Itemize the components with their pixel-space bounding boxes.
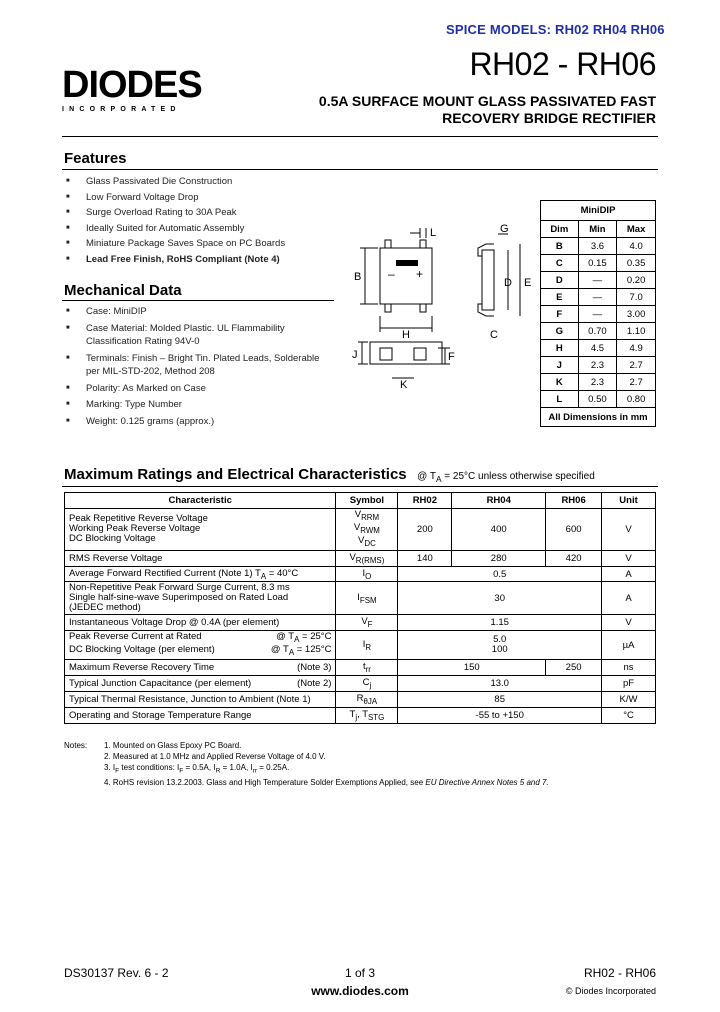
mechanical-divider xyxy=(62,300,334,301)
dim-cell: 2.3 xyxy=(578,357,617,374)
part-number-title: RH02 - RH06 xyxy=(469,46,656,82)
unit-cell: ns xyxy=(602,660,656,676)
dim-cell: 4.5 xyxy=(578,340,617,357)
side-lead-right xyxy=(414,348,426,360)
unit-cell: A xyxy=(602,566,656,582)
value-cell: -55 to +150 xyxy=(398,707,602,723)
ratings-table xyxy=(64,492,656,724)
sym-sub: R xyxy=(365,642,372,652)
note-ref: (Note 2) xyxy=(297,677,332,689)
char-cell: Typical Thermal Resistance, Junction to Ambient (Note 1) xyxy=(65,691,336,707)
sym-sub: j xyxy=(355,712,358,722)
value-cell: 13.0 xyxy=(398,676,602,692)
ratings-heading xyxy=(64,466,595,484)
sym: , T xyxy=(357,708,369,720)
table-row xyxy=(541,340,656,357)
char-cell xyxy=(65,566,336,582)
dim-label-l: L xyxy=(430,227,437,239)
features-list xyxy=(64,174,354,267)
table-header-row xyxy=(65,493,656,509)
sym-sub: j xyxy=(369,680,372,690)
char-line: Single half-sine-wave Superimposed on Rated Load xyxy=(69,592,289,604)
char-line: Peak Repetitive Reverse Voltage xyxy=(69,513,208,525)
dim-cell: E xyxy=(541,289,579,306)
lead-bottom-left xyxy=(385,304,391,312)
note-1: 1. Mounted on Glass Epoxy PC Board. xyxy=(104,741,242,750)
table-header: Dim xyxy=(541,221,579,238)
char-line: Working Peak Reverse Voltage xyxy=(69,523,201,535)
footer-website-link[interactable]: www.diodes.com xyxy=(311,984,409,998)
condition-text: @ T xyxy=(417,471,436,482)
note-text: test conditions: I xyxy=(119,763,180,772)
unit-cell: µA xyxy=(602,631,656,660)
symbol-cell xyxy=(336,691,398,707)
dim-cell: 3.6 xyxy=(578,238,617,255)
dimensions-table xyxy=(540,200,656,427)
sym: V xyxy=(349,551,356,563)
cond: = 25°C xyxy=(299,631,332,643)
table-header: RH04 xyxy=(452,493,546,509)
symbol-cell xyxy=(336,550,398,566)
table-row xyxy=(65,615,656,631)
char-line: DC Blocking Voltage xyxy=(69,533,156,545)
dim-cell: H xyxy=(541,340,579,357)
list-item: ■ Ideally Suited for Automatic Assembly xyxy=(64,221,354,237)
table-row xyxy=(65,582,656,615)
package-outline-diagram xyxy=(340,220,540,400)
sym-sub: RRM xyxy=(361,512,380,522)
dim-cell: — xyxy=(578,306,617,323)
dim-label-j: J xyxy=(352,349,358,361)
unit-cell: V xyxy=(602,509,656,551)
char-cell: Operating and Storage Temperature Range xyxy=(65,707,336,723)
eu-directive-link[interactable]: EU Directive Annex Notes 5 and 7. xyxy=(425,777,549,787)
notes-section xyxy=(64,740,664,788)
table-row xyxy=(65,631,656,660)
table-header: Max xyxy=(617,221,656,238)
dim-cell: 3.00 xyxy=(617,306,656,323)
footer-copyright: © Diodes Incorporated xyxy=(565,986,656,996)
dim-cell: 1.10 xyxy=(617,323,656,340)
value-cell: 150 xyxy=(398,660,546,676)
sym: V xyxy=(361,616,368,628)
sym: I xyxy=(357,592,360,603)
lead-top-left xyxy=(385,240,391,248)
char-cell xyxy=(65,676,336,692)
features-title: Features xyxy=(64,150,127,167)
table-row xyxy=(541,357,656,374)
sym-sub: RWM xyxy=(360,525,380,535)
sym: V xyxy=(354,509,362,520)
value-cell: 0.5 xyxy=(398,566,602,582)
dim-cell: 0.15 xyxy=(578,255,617,272)
note-text: 3. I xyxy=(104,763,116,772)
package-end-body xyxy=(482,250,494,310)
dim-label-c: C xyxy=(490,329,498,341)
package-side-body xyxy=(370,342,442,364)
list-item: ■ Case Material: Molded Plastic. UL Flammability Classification Rating 94V-0 xyxy=(64,322,332,349)
condition-rest: = 25°C unless otherwise specified xyxy=(441,471,595,482)
terminal-plus: + xyxy=(416,267,424,281)
dim-label-k: K xyxy=(400,379,408,391)
dim-cell: 0.35 xyxy=(617,255,656,272)
ratings-condition xyxy=(417,471,595,482)
table-row xyxy=(541,255,656,272)
value-cell: 280 xyxy=(452,550,546,566)
note-ref: (Note 3) xyxy=(297,662,332,674)
footer-page-number: 1 of 3 xyxy=(344,966,376,980)
dim-cell: 2.7 xyxy=(617,357,656,374)
dim-cell: 4.9 xyxy=(617,340,656,357)
table-header: RH02 xyxy=(398,493,452,509)
table-row xyxy=(65,691,656,707)
note-text: = 1.0A, I xyxy=(220,763,253,772)
header-divider xyxy=(62,136,658,137)
unit-cell: pF xyxy=(602,676,656,692)
symbol-cell xyxy=(336,582,398,615)
sym: R xyxy=(356,692,364,704)
table-header: Symbol xyxy=(336,493,398,509)
char-line: (JEDEC method) xyxy=(69,602,141,614)
cond: = 125°C xyxy=(294,644,332,656)
note-sub: R xyxy=(215,767,221,775)
dimensions-table-footer: All Dimensions in mm xyxy=(541,408,656,427)
dim-cell: G xyxy=(541,323,579,340)
cond: @ T xyxy=(270,644,289,656)
ratings-title: Maximum Ratings and Electrical Characteristics xyxy=(64,466,407,483)
list-item: ■ Weight: 0.125 grams (approx.) xyxy=(64,415,332,429)
dim-label-d: D xyxy=(504,277,512,289)
table-row xyxy=(541,306,656,323)
note-3 xyxy=(104,762,549,777)
sym-sub: STG xyxy=(368,712,385,722)
sym: T xyxy=(349,708,356,720)
note-text: = 0.25A. xyxy=(257,763,290,772)
table-row xyxy=(65,676,656,692)
char-line: DC Blocking Voltage (per element) xyxy=(69,644,215,656)
dim-cell: F xyxy=(541,306,579,323)
dim-cell: — xyxy=(578,272,617,289)
symbol-cell xyxy=(336,615,398,631)
table-row xyxy=(65,660,656,676)
dim-label-e: E xyxy=(524,277,532,289)
cond-sub: A xyxy=(294,635,300,645)
lead-bottom-right xyxy=(420,304,426,312)
dimensions-table-title: MiniDIP xyxy=(541,201,656,221)
list-item: ■ Glass Passivated Die Construction xyxy=(64,174,354,190)
dim-cell: J xyxy=(541,357,579,374)
list-item: ■ Case: MiniDIP xyxy=(64,305,332,319)
dim-cell: K xyxy=(541,374,579,391)
note-sub: F xyxy=(179,767,184,775)
table-row xyxy=(65,566,656,582)
sym: V xyxy=(358,534,365,546)
product-subtitle xyxy=(319,93,656,127)
note-sub: F xyxy=(115,767,120,775)
sym-sub: θJA xyxy=(363,696,378,706)
char-cell xyxy=(65,631,336,660)
dim-cell: C xyxy=(541,255,579,272)
dim-label-g: G xyxy=(500,223,509,235)
table-row xyxy=(65,509,656,551)
list-item: ■ Miniature Package Saves Space on PC Boards xyxy=(64,236,354,252)
table-row xyxy=(65,550,656,566)
condition-sub: A xyxy=(435,474,442,484)
dim-label-f: F xyxy=(448,351,455,363)
dim-cell: 2.3 xyxy=(578,374,617,391)
dim-cell: — xyxy=(578,289,617,306)
value-cell: 420 xyxy=(546,550,602,566)
char-rest: = 40°C xyxy=(266,567,299,579)
diodes-logo xyxy=(62,66,227,118)
footer-part-number: RH02 - RH06 xyxy=(583,966,656,980)
side-lead-left xyxy=(380,348,392,360)
mechanical-list xyxy=(64,305,332,428)
polarity-band xyxy=(396,260,418,266)
char-sub: A xyxy=(260,571,267,581)
value-cell: 600 xyxy=(546,509,602,551)
char-cell xyxy=(65,660,336,676)
subtitle-line-1: 0.5A SURFACE MOUNT GLASS PASSIVATED FAST xyxy=(318,93,656,109)
sym-sub: F xyxy=(367,620,373,630)
dim-cell: 4.0 xyxy=(617,238,656,255)
dim-cell: B xyxy=(541,238,579,255)
table-header: Characteristic xyxy=(65,493,336,509)
list-item: ■ Marking: Type Number xyxy=(64,398,332,412)
symbol-cell xyxy=(336,631,398,660)
list-item: ■ Low Forward Voltage Drop xyxy=(64,190,354,206)
symbol-cell xyxy=(336,566,398,582)
dim-cell: 7.0 xyxy=(617,289,656,306)
features-divider xyxy=(62,169,658,170)
table-header: Unit xyxy=(602,493,656,509)
list-item: ■ Polarity: As Marked on Case xyxy=(64,382,332,396)
value-cell: 400 xyxy=(452,509,546,551)
char-cell: RMS Reverse Voltage xyxy=(65,550,336,566)
subtitle-line-2: RECOVERY BRIDGE RECTIFIER xyxy=(442,110,656,126)
dim-cell: 0.50 xyxy=(578,391,617,408)
sym: V xyxy=(353,521,361,533)
char-cell xyxy=(65,582,336,615)
char-text: Typical Junction Capacitance (per element) xyxy=(69,677,252,689)
value-cell: 140 xyxy=(398,550,452,566)
table-row xyxy=(541,238,656,255)
sym-sub: R(RMS) xyxy=(355,555,385,565)
note-2: 2. Measured at 1.0 MHz and Applied Reverse Voltage of 4.0 V. xyxy=(104,752,326,761)
dim-label-h: H xyxy=(402,329,410,341)
notes-list xyxy=(104,740,549,788)
value-cell xyxy=(398,631,602,660)
cond: @ T xyxy=(276,631,295,643)
table-row xyxy=(541,272,656,289)
footer-doc-number: DS30137 Rev. 6 - 2 xyxy=(64,966,169,980)
sym-sub: FSM xyxy=(359,595,377,605)
value-cell: 1.15 xyxy=(398,615,602,631)
value-cell: 200 xyxy=(398,509,452,551)
list-item: ■ Lead Free Finish, RoHS Compliant (Note 4) xyxy=(64,252,354,268)
dim-label-b: B xyxy=(354,271,362,283)
list-item: ■ Surge Overload Rating to 30A Peak xyxy=(64,205,354,221)
char-line: Non-Repetitive Peak Forward Surge Current, 8.3 ms xyxy=(69,582,290,594)
sym: I xyxy=(362,638,366,650)
spice-models-link[interactable]: SPICE MODELS: RH02 RH04 RH06 xyxy=(446,22,665,37)
sym-sub: rr xyxy=(365,665,371,675)
dim-cell: 0.70 xyxy=(578,323,617,340)
sym: I xyxy=(362,567,366,579)
char-cell xyxy=(65,509,336,551)
unit-cell: °C xyxy=(602,707,656,723)
ratings-divider xyxy=(62,486,658,487)
value-line: 100 xyxy=(491,644,508,656)
note-text: 4. RoHS revision 13.2.2003. Glass and High Temperature Solder Exemptions Applied, see xyxy=(104,777,426,787)
char-line: Peak Reverse Current at Rated xyxy=(69,631,202,643)
table-row xyxy=(541,323,656,340)
char-cell: Instantaneous Voltage Drop @ 0.4A (per element) xyxy=(65,615,336,631)
symbol-cell xyxy=(336,660,398,676)
note-4 xyxy=(104,777,549,788)
sym-sub: O xyxy=(365,571,372,581)
list-item: ■ Terminals: Finish – Bright Tin. Plated Leads, Solderable per MIL-STD-202, Method 208 xyxy=(64,352,332,379)
dim-cell: L xyxy=(541,391,579,408)
sym-sub: DC xyxy=(364,538,376,548)
value-cell: 250 xyxy=(546,660,602,676)
table-row xyxy=(65,707,656,723)
char-text: Average Forward Rectified Current (Note 1) T xyxy=(69,567,261,579)
table-row xyxy=(541,374,656,391)
unit-cell: K/W xyxy=(602,691,656,707)
table-row xyxy=(541,391,656,408)
logo-subtext: INCORPORATED xyxy=(62,106,181,113)
table-row xyxy=(541,289,656,306)
table-header: Min xyxy=(578,221,617,238)
symbol-cell xyxy=(336,707,398,723)
value-cell: 30 xyxy=(398,582,602,615)
note-sub: rr xyxy=(252,767,258,775)
value-line: 5.0 xyxy=(493,634,507,646)
notes-label: Notes: xyxy=(64,741,88,750)
dim-cell: 0.80 xyxy=(617,391,656,408)
value-cell: 85 xyxy=(398,691,602,707)
terminal-minus: – xyxy=(388,267,395,281)
unit-cell: V xyxy=(602,615,656,631)
note-text: = 0.5A, I xyxy=(183,763,216,772)
sym: C xyxy=(362,677,370,689)
symbol-cell xyxy=(336,676,398,692)
logo-text: DIODES xyxy=(62,64,202,106)
table-header: RH06 xyxy=(546,493,602,509)
symbol-cell xyxy=(336,509,398,551)
mechanical-title: Mechanical Data xyxy=(64,282,182,299)
cond-sub: A xyxy=(288,648,295,658)
sym: t xyxy=(362,661,366,673)
dim-cell: 2.7 xyxy=(617,374,656,391)
dim-cell: 0.20 xyxy=(617,272,656,289)
char-text: Maximum Reverse Recovery Time xyxy=(69,662,215,674)
lead-top-right xyxy=(420,240,426,248)
unit-cell: V xyxy=(602,550,656,566)
unit-cell: A xyxy=(602,582,656,615)
dim-cell: D xyxy=(541,272,579,289)
cond-line xyxy=(271,645,332,658)
